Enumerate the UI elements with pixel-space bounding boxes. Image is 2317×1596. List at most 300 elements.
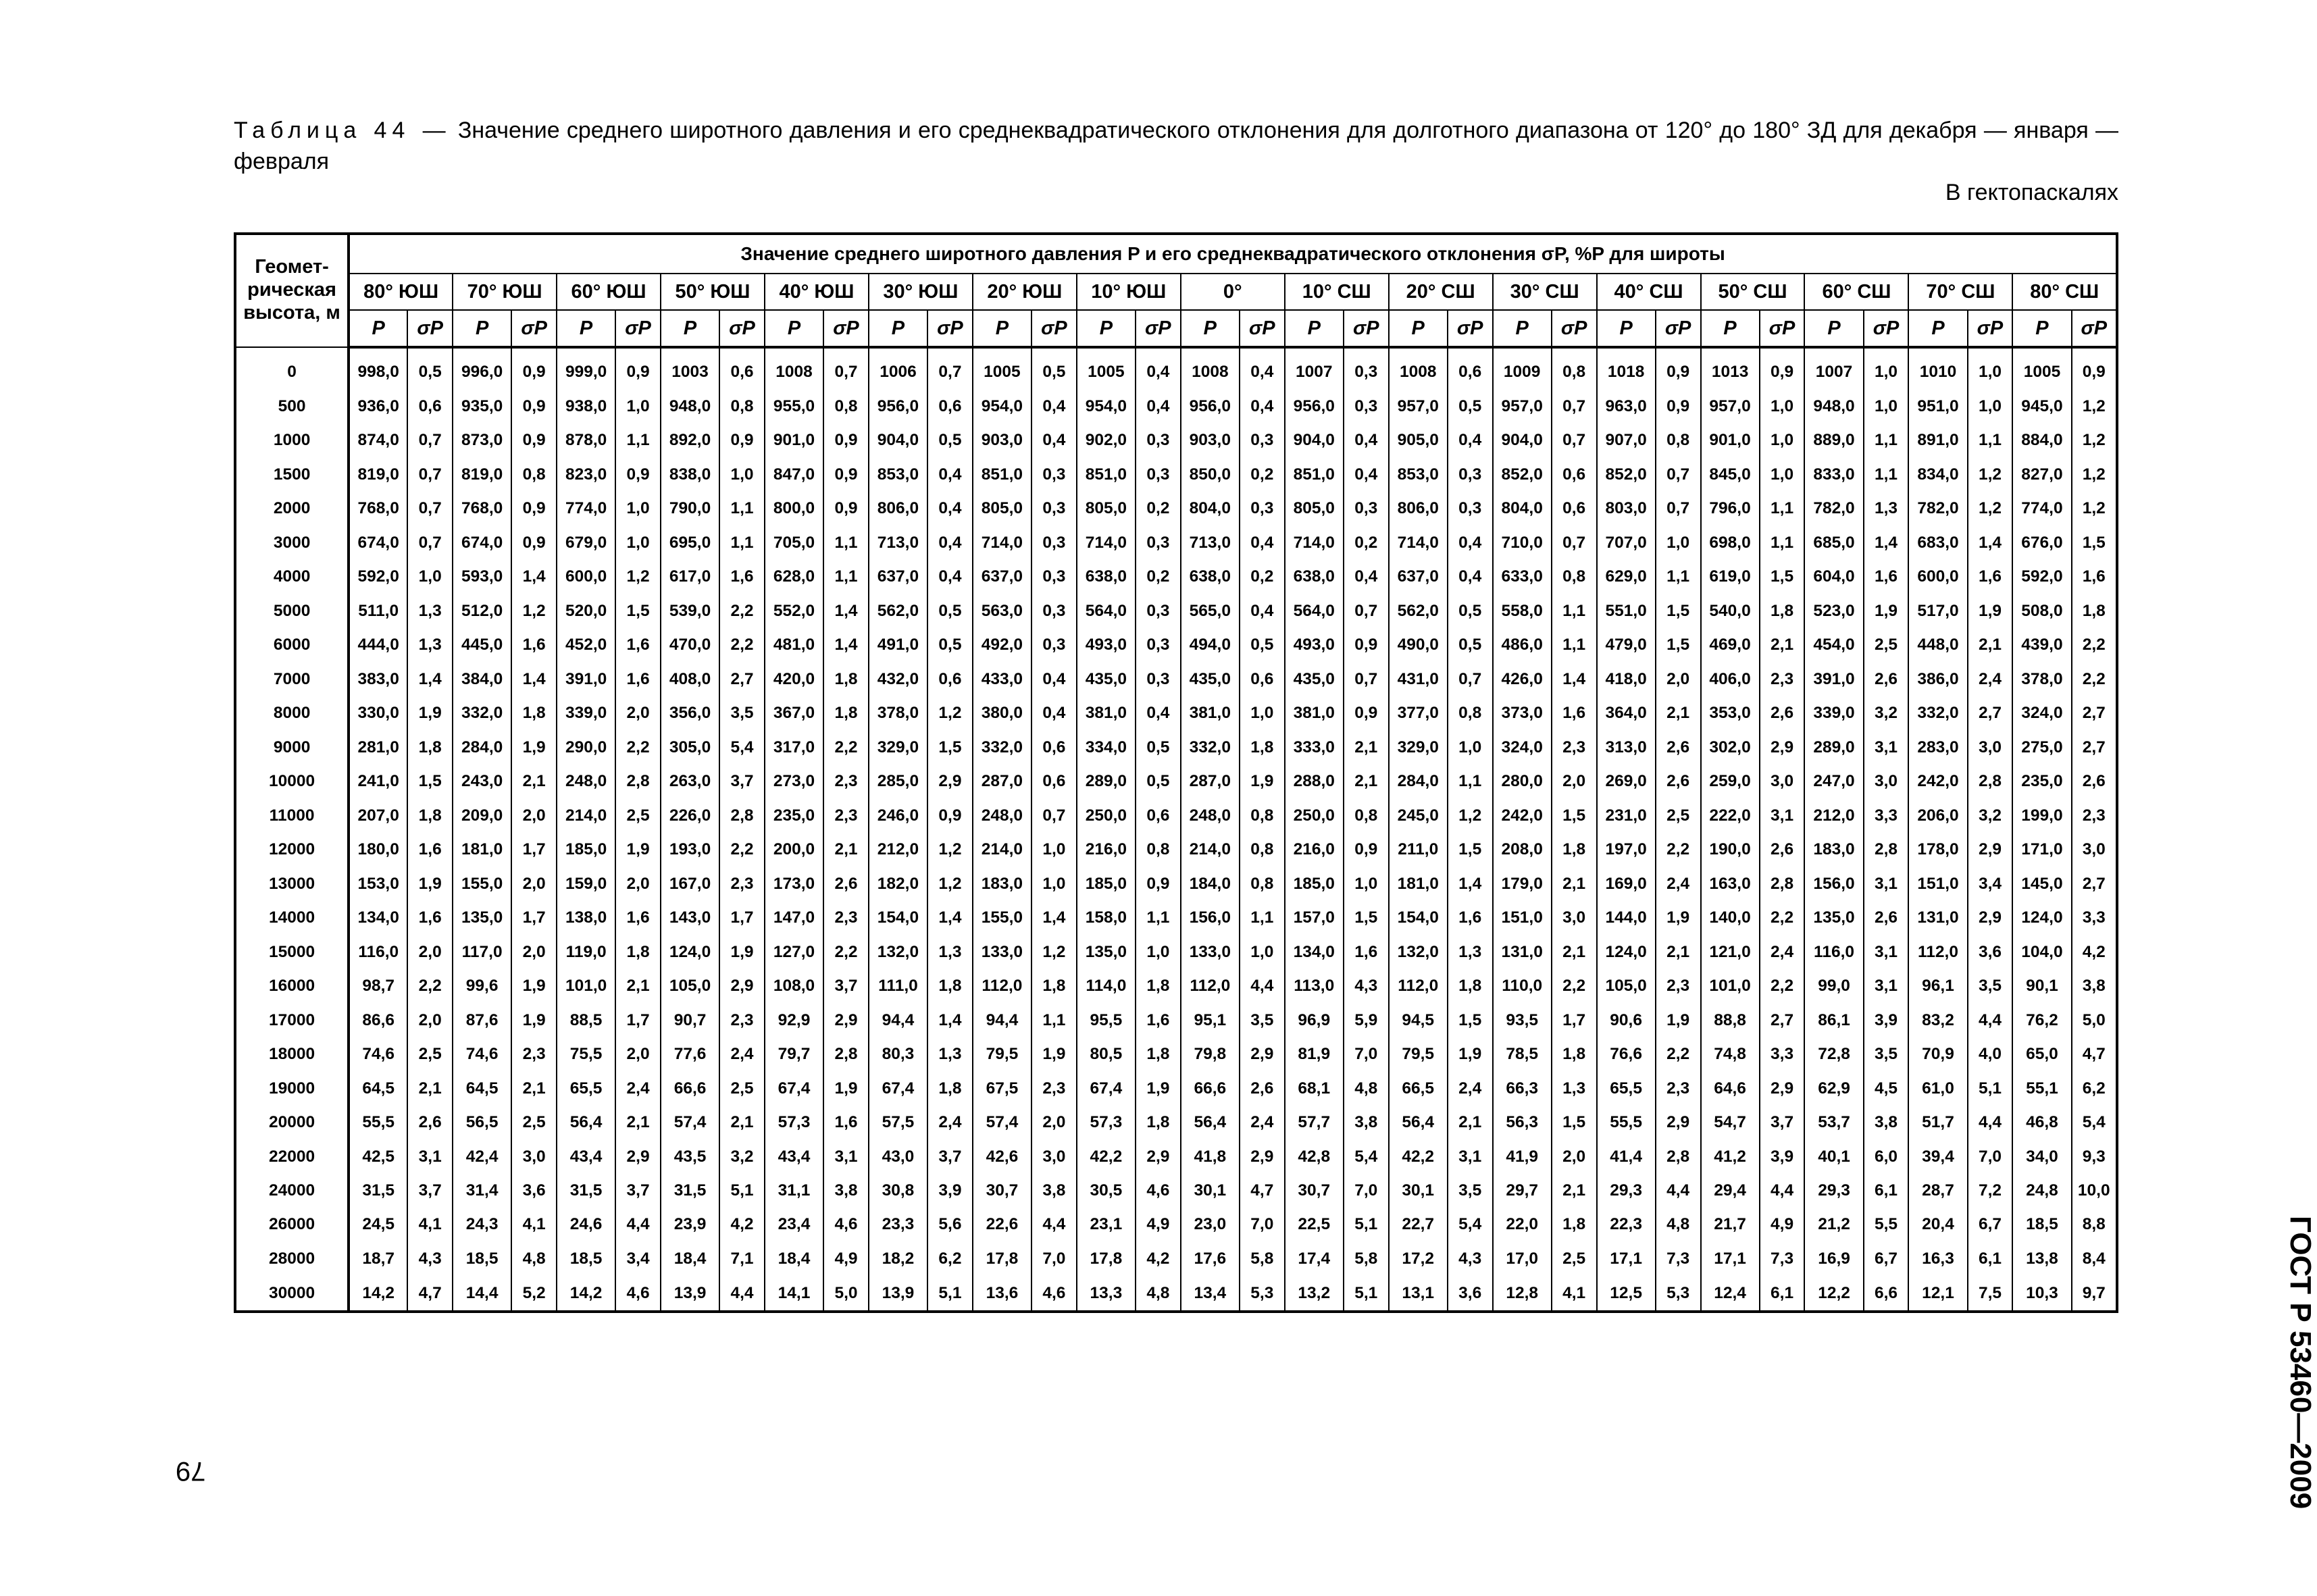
sigma-cell: 2,1 xyxy=(1760,628,1805,662)
pressure-cell: 101,0 xyxy=(1701,969,1760,1003)
pressure-subheader: P xyxy=(1077,310,1136,347)
pressure-cell: 406,0 xyxy=(1701,662,1760,696)
pressure-cell: 329,0 xyxy=(869,730,927,764)
pressure-cell: 211,0 xyxy=(1389,833,1448,867)
pressure-cell: 21,2 xyxy=(1804,1208,1863,1241)
sigma-cell: 3,3 xyxy=(1760,1037,1805,1071)
sigma-cell: 0,9 xyxy=(1760,347,1805,390)
pressure-subheader: P xyxy=(2012,310,2071,347)
pressure-cell: 13,9 xyxy=(661,1276,719,1312)
pressure-cell: 119,0 xyxy=(557,935,615,969)
altitude-cell: 5000 xyxy=(235,594,349,628)
pressure-cell: 907,0 xyxy=(1597,423,1656,457)
sigma-cell: 1,8 xyxy=(1032,969,1077,1003)
pressure-cell: 22,5 xyxy=(1285,1208,1344,1241)
pressure-cell: 94,4 xyxy=(973,1003,1032,1037)
pressure-cell: 592,0 xyxy=(2012,560,2071,594)
sigma-cell: 1,0 xyxy=(1344,867,1389,900)
sigma-cell: 1,3 xyxy=(1864,492,1909,525)
sigma-cell: 0,5 xyxy=(407,347,453,390)
sigma-subheader: σP xyxy=(823,310,869,347)
latitude-header: 0° xyxy=(1181,274,1285,310)
sigma-cell: 1,8 xyxy=(1240,730,1285,764)
table-row xyxy=(235,1276,2117,1312)
sigma-cell: 5,9 xyxy=(1344,1003,1389,1037)
pressure-cell: 12,1 xyxy=(1908,1276,1967,1312)
sigma-cell: 4,3 xyxy=(1448,1242,1493,1276)
pressure-cell: 805,0 xyxy=(973,492,1032,525)
main-header xyxy=(349,234,2117,274)
sigma-cell: 0,6 xyxy=(1032,765,1077,798)
sigma-cell: 3,6 xyxy=(1968,935,2013,969)
pressure-cell: 957,0 xyxy=(1701,390,1760,423)
sigma-cell: 2,4 xyxy=(1968,662,2013,696)
sigma-cell: 3,4 xyxy=(615,1242,661,1276)
pressure-cell: 305,0 xyxy=(661,730,719,764)
sigma-cell: 2,3 xyxy=(2072,798,2118,832)
pressure-cell: 57,7 xyxy=(1285,1106,1344,1139)
sigma-cell: 2,8 xyxy=(823,1037,869,1071)
pressure-cell: 1008 xyxy=(1389,347,1448,390)
pressure-cell: 17,0 xyxy=(1493,1242,1552,1276)
pressure-cell: 539,0 xyxy=(661,594,719,628)
sigma-cell: 2,0 xyxy=(1656,662,1701,696)
pressure-cell: 339,0 xyxy=(1804,696,1863,730)
pressure-subheader: P xyxy=(349,310,407,347)
pressure-cell: 42,4 xyxy=(453,1139,511,1173)
sigma-cell: 1,6 xyxy=(1864,560,1909,594)
pressure-cell: 24,5 xyxy=(349,1208,407,1241)
pressure-cell: 18,4 xyxy=(661,1242,719,1276)
altitude-cell: 7000 xyxy=(235,662,349,696)
pressure-cell: 56,4 xyxy=(557,1106,615,1139)
altitude-cell: 17000 xyxy=(235,1003,349,1037)
pressure-cell: 113,0 xyxy=(1285,969,1344,1003)
pressure-cell: 999,0 xyxy=(557,347,615,390)
sigma-cell: 6,1 xyxy=(1760,1276,1805,1312)
pressure-cell: 768,0 xyxy=(349,492,407,525)
pressure-cell: 169,0 xyxy=(1597,867,1656,900)
sigma-cell: 1,5 xyxy=(1448,833,1493,867)
sigma-cell: 5,1 xyxy=(927,1276,973,1312)
pressure-cell: 562,0 xyxy=(869,594,927,628)
pressure-cell: 676,0 xyxy=(2012,526,2071,560)
pressure-cell: 517,0 xyxy=(1908,594,1967,628)
sigma-cell: 0,4 xyxy=(927,526,973,560)
sigma-cell: 1,5 xyxy=(1656,628,1701,662)
sigma-cell: 0,9 xyxy=(1656,347,1701,390)
pressure-cell: 95,1 xyxy=(1181,1003,1240,1037)
pressure-cell: 74,6 xyxy=(349,1037,407,1071)
pressure-cell: 173,0 xyxy=(765,867,823,900)
sigma-cell: 1,9 xyxy=(407,696,453,730)
table-row xyxy=(235,662,2117,696)
pressure-cell: 67,4 xyxy=(765,1071,823,1105)
pressure-cell: 242,0 xyxy=(1908,765,1967,798)
pressure-cell: 1008 xyxy=(1181,347,1240,390)
pressure-cell: 339,0 xyxy=(557,696,615,730)
sigma-cell: 1,3 xyxy=(407,628,453,662)
pressure-cell: 30,7 xyxy=(973,1174,1032,1208)
pressure-cell: 782,0 xyxy=(1804,492,1863,525)
sigma-cell: 1,0 xyxy=(615,526,661,560)
pressure-cell: 76,2 xyxy=(2012,1003,2071,1037)
sigma-cell: 2,1 xyxy=(1656,696,1701,730)
pressure-cell: 493,0 xyxy=(1285,628,1344,662)
pressure-cell: 13,1 xyxy=(1389,1276,1448,1312)
pressure-cell: 95,5 xyxy=(1077,1003,1136,1037)
sigma-cell: 7,1 xyxy=(719,1242,765,1276)
pressure-cell: 806,0 xyxy=(1389,492,1448,525)
table-row xyxy=(235,458,2117,492)
pressure-cell: 391,0 xyxy=(557,662,615,696)
pressure-cell: 367,0 xyxy=(765,696,823,730)
pressure-cell: 138,0 xyxy=(557,901,615,935)
sigma-cell: 0,7 xyxy=(407,458,453,492)
pressure-cell: 12,8 xyxy=(1493,1276,1552,1312)
sigma-cell: 0,4 xyxy=(1448,526,1493,560)
pressure-cell: 287,0 xyxy=(973,765,1032,798)
altitude-cell: 15000 xyxy=(235,935,349,969)
sigma-cell: 4,4 xyxy=(1968,1003,2013,1037)
sigma-cell: 0,9 xyxy=(511,492,557,525)
sigma-cell: 5,8 xyxy=(1344,1242,1389,1276)
sigma-cell: 4,6 xyxy=(1032,1276,1077,1312)
pressure-cell: 151,0 xyxy=(1908,867,1967,900)
altitude-cell: 30000 xyxy=(235,1276,349,1312)
sigma-cell: 0,6 xyxy=(719,347,765,390)
sigma-cell: 1,5 xyxy=(1760,560,1805,594)
main-header-text: Значение среднего широтного давления P и его среднеквадратического отклонения σP, %P для широты xyxy=(740,243,1725,264)
sigma-cell: 4,8 xyxy=(1136,1276,1181,1312)
pressure-cell: 1018 xyxy=(1597,347,1656,390)
sigma-cell: 0,2 xyxy=(1344,526,1389,560)
pressure-cell: 18,2 xyxy=(869,1242,927,1276)
sigma-cell: 3,8 xyxy=(2072,969,2118,1003)
latitude-header: 30° СШ xyxy=(1493,274,1597,310)
sigma-cell: 1,9 xyxy=(511,730,557,764)
pressure-cell: 29,7 xyxy=(1493,1174,1552,1208)
sigma-cell: 3,7 xyxy=(823,969,869,1003)
sigma-cell: 2,7 xyxy=(2072,730,2118,764)
sigma-subheader: σP xyxy=(1760,310,1805,347)
pressure-cell: 57,4 xyxy=(661,1106,719,1139)
sigma-cell: 2,1 xyxy=(615,969,661,1003)
pressure-cell: 116,0 xyxy=(349,935,407,969)
pressure-cell: 124,0 xyxy=(661,935,719,969)
pressure-cell: 93,5 xyxy=(1493,1003,1552,1037)
sigma-cell: 1,2 xyxy=(927,833,973,867)
sigma-cell: 2,9 xyxy=(1968,901,2013,935)
table-row xyxy=(235,696,2117,730)
pressure-cell: 53,7 xyxy=(1804,1106,1863,1139)
sigma-cell: 0,6 xyxy=(1552,492,1597,525)
pressure-cell: 31,4 xyxy=(453,1174,511,1208)
pressure-cell: 878,0 xyxy=(557,423,615,457)
sigma-subheader: σP xyxy=(719,310,765,347)
sigma-cell: 1,0 xyxy=(1760,390,1805,423)
sigma-cell: 2,1 xyxy=(1344,765,1389,798)
pressure-cell: 40,1 xyxy=(1804,1139,1863,1173)
sigma-cell: 2,6 xyxy=(1864,901,1909,935)
sigma-cell: 1,6 xyxy=(511,628,557,662)
sigma-cell: 4,4 xyxy=(719,1276,765,1312)
pressure-cell: 853,0 xyxy=(869,458,927,492)
sigma-cell: 7,5 xyxy=(1968,1276,2013,1312)
sigma-cell: 3,5 xyxy=(719,696,765,730)
pressure-cell: 774,0 xyxy=(557,492,615,525)
sigma-cell: 2,2 xyxy=(1760,969,1805,1003)
table-row xyxy=(235,423,2117,457)
pressure-cell: 637,0 xyxy=(1389,560,1448,594)
sigma-cell: 2,2 xyxy=(407,969,453,1003)
pressure-cell: 520,0 xyxy=(557,594,615,628)
pressure-cell: 56,4 xyxy=(1181,1106,1240,1139)
pressure-cell: 957,0 xyxy=(1389,390,1448,423)
sigma-cell: 1,5 xyxy=(1552,798,1597,832)
sigma-cell: 3,8 xyxy=(1864,1106,1909,1139)
pressure-cell: 847,0 xyxy=(765,458,823,492)
pressure-cell: 231,0 xyxy=(1597,798,1656,832)
sigma-cell: 6,1 xyxy=(1968,1242,2013,1276)
sigma-cell: 1,1 xyxy=(1760,526,1805,560)
altitude-cell: 10000 xyxy=(235,765,349,798)
pressure-cell: 806,0 xyxy=(869,492,927,525)
pressure-cell: 43,4 xyxy=(765,1139,823,1173)
pressure-cell: 637,0 xyxy=(869,560,927,594)
altitude-cell: 2000 xyxy=(235,492,349,525)
sigma-cell: 0,4 xyxy=(1448,560,1493,594)
pressure-subheader: P xyxy=(765,310,823,347)
sigma-cell: 1,4 xyxy=(1448,867,1493,900)
sigma-cell: 0,9 xyxy=(511,347,557,390)
altitude-cell: 8000 xyxy=(235,696,349,730)
pressure-cell: 23,0 xyxy=(1181,1208,1240,1241)
sigma-cell: 1,1 xyxy=(1656,560,1701,594)
pressure-cell: 435,0 xyxy=(1181,662,1240,696)
pressure-cell: 1007 xyxy=(1804,347,1863,390)
pressure-cell: 216,0 xyxy=(1077,833,1136,867)
pressure-cell: 94,4 xyxy=(869,1003,927,1037)
sigma-cell: 1,8 xyxy=(407,730,453,764)
pressure-cell: 13,2 xyxy=(1285,1276,1344,1312)
sigma-cell: 1,0 xyxy=(1968,347,2013,390)
pressure-cell: 143,0 xyxy=(661,901,719,935)
pressure-cell: 81,9 xyxy=(1285,1037,1344,1071)
sigma-cell: 0,4 xyxy=(1032,390,1077,423)
latitude-header: 70° ЮШ xyxy=(453,274,557,310)
pressure-cell: 617,0 xyxy=(661,560,719,594)
table-row xyxy=(235,730,2117,764)
sigma-cell: 2,0 xyxy=(615,867,661,900)
pressure-cell: 445,0 xyxy=(453,628,511,662)
sigma-cell: 3,0 xyxy=(1552,901,1597,935)
pressure-cell: 834,0 xyxy=(1908,458,1967,492)
sigma-cell: 2,6 xyxy=(1240,1071,1285,1105)
pressure-cell: 131,0 xyxy=(1908,901,1967,935)
pressure-cell: 79,5 xyxy=(973,1037,1032,1071)
pressure-cell: 486,0 xyxy=(1493,628,1552,662)
table-row xyxy=(235,1071,2117,1105)
pressure-cell: 470,0 xyxy=(661,628,719,662)
pressure-cell: 838,0 xyxy=(661,458,719,492)
pressure-cell: 284,0 xyxy=(1389,765,1448,798)
pressure-cell: 124,0 xyxy=(1597,935,1656,969)
pressure-cell: 901,0 xyxy=(1701,423,1760,457)
pressure-subheader: P xyxy=(1389,310,1448,347)
sigma-cell: 0,7 xyxy=(407,423,453,457)
sigma-cell: 2,2 xyxy=(1552,969,1597,1003)
sigma-cell: 1,1 xyxy=(1864,458,1909,492)
pressure-cell: 426,0 xyxy=(1493,662,1552,696)
altitude-cell: 0 xyxy=(235,347,349,390)
sigma-cell: 0,5 xyxy=(1032,347,1077,390)
caption-label: Таблица 44 — xyxy=(234,118,451,143)
pressure-cell: 14,1 xyxy=(765,1276,823,1312)
sigma-cell: 0,9 xyxy=(823,492,869,525)
sigma-cell: 1,1 xyxy=(1136,901,1181,935)
sigma-cell: 1,2 xyxy=(2072,492,2118,525)
sigma-cell: 7,3 xyxy=(1760,1242,1805,1276)
sigma-cell: 1,2 xyxy=(1032,935,1077,969)
pressure-cell: 275,0 xyxy=(2012,730,2071,764)
sigma-cell: 0,9 xyxy=(823,458,869,492)
pressure-cell: 110,0 xyxy=(1493,969,1552,1003)
sigma-cell: 2,5 xyxy=(719,1071,765,1105)
pressure-cell: 157,0 xyxy=(1285,901,1344,935)
sigma-cell: 1,9 xyxy=(1656,901,1701,935)
pressure-cell: 391,0 xyxy=(1804,662,1863,696)
sigma-cell: 1,2 xyxy=(1968,458,2013,492)
sigma-cell: 1,9 xyxy=(1864,594,1909,628)
pressure-cell: 90,1 xyxy=(2012,969,2071,1003)
sigma-cell: 1,1 xyxy=(719,492,765,525)
sigma-cell: 8,8 xyxy=(2072,1208,2118,1241)
pressure-cell: 66,6 xyxy=(1181,1071,1240,1105)
sigma-cell: 0,7 xyxy=(1552,390,1597,423)
sigma-cell: 0,8 xyxy=(1656,423,1701,457)
pressure-cell: 1005 xyxy=(2012,347,2071,390)
pressure-cell: 41,9 xyxy=(1493,1139,1552,1173)
sigma-cell: 0,3 xyxy=(1136,594,1181,628)
pressure-cell: 439,0 xyxy=(2012,628,2071,662)
pressure-cell: 16,3 xyxy=(1908,1242,1967,1276)
latitude-header: 10° ЮШ xyxy=(1077,274,1181,310)
sigma-cell: 2,0 xyxy=(1032,1106,1077,1139)
table-row xyxy=(235,798,2117,832)
pressure-cell: 241,0 xyxy=(349,765,407,798)
sigma-cell: 3,3 xyxy=(1864,798,1909,832)
pressure-cell: 281,0 xyxy=(349,730,407,764)
pressure-cell: 332,0 xyxy=(1181,730,1240,764)
sigma-cell: 0,9 xyxy=(927,798,973,832)
pressure-cell: 124,0 xyxy=(2012,901,2071,935)
sigma-cell: 0,7 xyxy=(1656,492,1701,525)
pressure-cell: 41,8 xyxy=(1181,1139,1240,1173)
pressure-cell: 511,0 xyxy=(349,594,407,628)
pressure-cell: 121,0 xyxy=(1701,935,1760,969)
sigma-cell: 3,1 xyxy=(1760,798,1805,832)
pressure-cell: 111,0 xyxy=(869,969,927,1003)
pressure-cell: 43,5 xyxy=(661,1139,719,1173)
pressure-cell: 96,1 xyxy=(1908,969,1967,1003)
pressure-cell: 29,3 xyxy=(1804,1174,1863,1208)
sigma-cell: 2,2 xyxy=(1656,833,1701,867)
table-row xyxy=(235,969,2117,1003)
pressure-cell: 80,3 xyxy=(869,1037,927,1071)
pressure-cell: 171,0 xyxy=(2012,833,2071,867)
sigma-cell: 6,7 xyxy=(1864,1242,1909,1276)
pressure-cell: 565,0 xyxy=(1181,594,1240,628)
sigma-cell: 2,7 xyxy=(1968,696,2013,730)
pressure-cell: 21,7 xyxy=(1701,1208,1760,1241)
pressure-cell: 698,0 xyxy=(1701,526,1760,560)
pressure-cell: 250,0 xyxy=(1077,798,1136,832)
pressure-cell: 790,0 xyxy=(661,492,719,525)
pressure-cell: 167,0 xyxy=(661,867,719,900)
sigma-cell: 5,4 xyxy=(1448,1208,1493,1241)
altitude-cell: 28000 xyxy=(235,1242,349,1276)
altitude-cell: 19000 xyxy=(235,1071,349,1105)
sigma-cell: 1,1 xyxy=(1240,901,1285,935)
sigma-cell: 2,3 xyxy=(1656,1071,1701,1105)
sigma-cell: 2,2 xyxy=(1760,901,1805,935)
sigma-cell: 1,8 xyxy=(1552,1037,1597,1071)
pressure-cell: 64,5 xyxy=(453,1071,511,1105)
pressure-cell: 200,0 xyxy=(765,833,823,867)
sigma-cell: 4,6 xyxy=(823,1208,869,1241)
sigma-subheader: σP xyxy=(1552,310,1597,347)
pressure-cell: 782,0 xyxy=(1908,492,1967,525)
pressure-cell: 64,5 xyxy=(349,1071,407,1105)
sigma-cell: 4,4 xyxy=(1760,1174,1805,1208)
pressure-cell: 285,0 xyxy=(869,765,927,798)
sigma-cell: 0,8 xyxy=(1240,798,1285,832)
pressure-cell: 222,0 xyxy=(1701,798,1760,832)
sigma-cell: 0,8 xyxy=(1448,696,1493,730)
sigma-cell: 0,4 xyxy=(927,458,973,492)
pressure-cell: 380,0 xyxy=(973,696,1032,730)
pressure-cell: 156,0 xyxy=(1804,867,1863,900)
sigma-cell: 9,3 xyxy=(2072,1139,2118,1173)
pressure-cell: 214,0 xyxy=(1181,833,1240,867)
pressure-cell: 948,0 xyxy=(661,390,719,423)
pressure-cell: 179,0 xyxy=(1493,867,1552,900)
sigma-cell: 0,8 xyxy=(1240,867,1285,900)
pressure-cell: 637,0 xyxy=(973,560,1032,594)
sigma-cell: 2,2 xyxy=(2072,628,2118,662)
sigma-cell: 1,0 xyxy=(1760,423,1805,457)
pressure-cell: 948,0 xyxy=(1804,390,1863,423)
pressure-cell: 851,0 xyxy=(1285,458,1344,492)
sigma-cell: 1,8 xyxy=(823,696,869,730)
pressure-cell: 34,0 xyxy=(2012,1139,2071,1173)
table-row xyxy=(235,628,2117,662)
sigma-subheader: σP xyxy=(927,310,973,347)
sigma-cell: 1,5 xyxy=(407,765,453,798)
sigma-cell: 0,9 xyxy=(1136,867,1181,900)
sigma-cell: 1,6 xyxy=(1344,935,1389,969)
altitude-cell: 20000 xyxy=(235,1106,349,1139)
sigma-cell: 5,3 xyxy=(1656,1276,1701,1312)
pressure-cell: 383,0 xyxy=(349,662,407,696)
sigma-cell: 2,9 xyxy=(1240,1037,1285,1071)
pressure-subheader: P xyxy=(1908,310,1967,347)
sigma-cell: 3,9 xyxy=(1760,1139,1805,1173)
pressure-cell: 386,0 xyxy=(1908,662,1967,696)
pressure-cell: 902,0 xyxy=(1077,423,1136,457)
latitude-header: 40° СШ xyxy=(1597,274,1701,310)
